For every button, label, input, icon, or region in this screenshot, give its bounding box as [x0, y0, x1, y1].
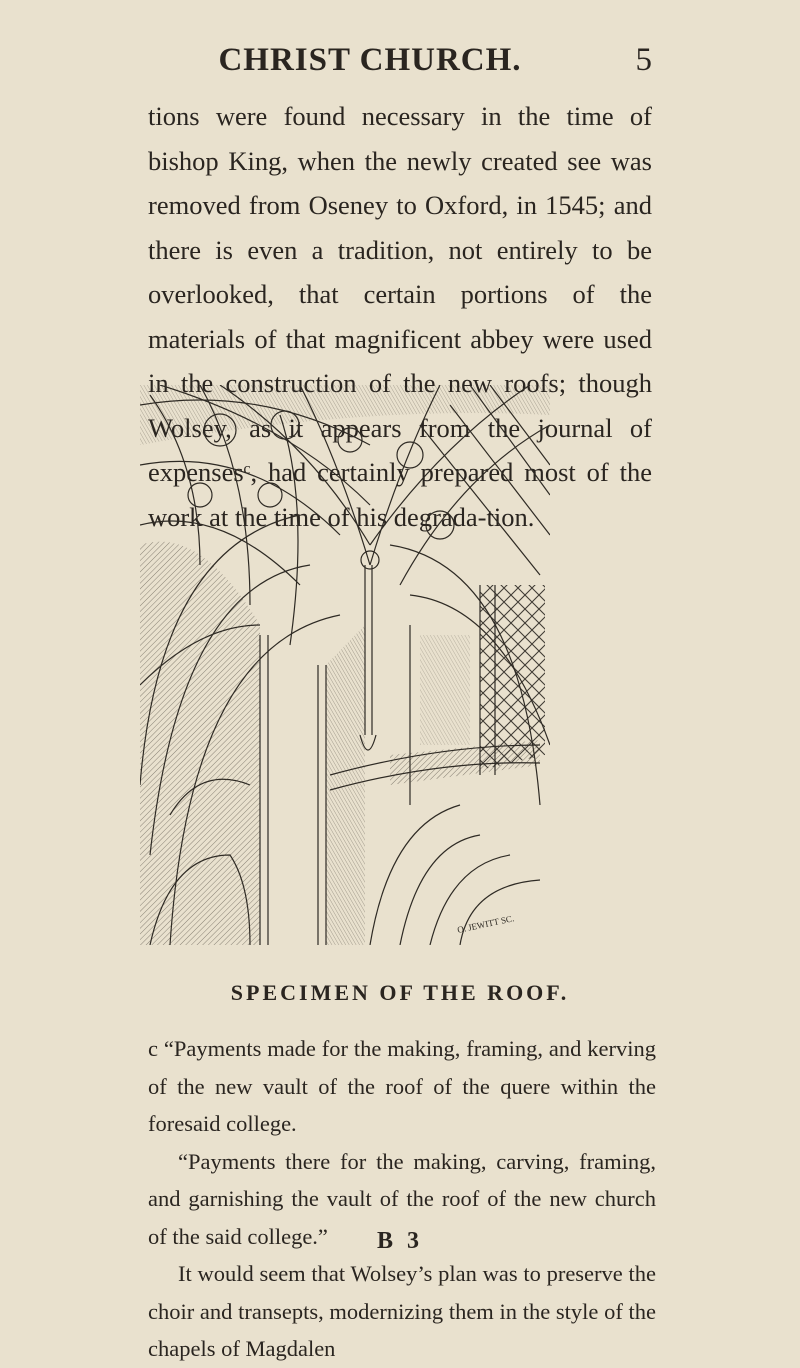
signature-mark: B 3 — [376, 1228, 423, 1254]
figure-caption: SPECIMEN OF THE ROOF. — [230, 980, 570, 1005]
running-header — [0, 40, 800, 86]
footnotes — [148, 1030, 656, 1368]
running-title: CHRIST CHURCH. — [218, 42, 522, 78]
roof-engraving-illustration — [140, 385, 550, 945]
footnote-3: It would seem that Wolsey’s plan was to preserve the choir and transepts, modernizing them in the style of the chapels of Magdalen — [148, 1261, 656, 1361]
body-paragraph: tions were found necessary in the time of bishop King, when the newly created see was removed from Oseney to Oxford, in 1545; and there is even a tradition, not entirely to be overlooked, that certain portions of the materials of that magnificent abbey were used in the construction of the new roofs; though Wolsey, as it appears from the journal of expensesᶜ, had certainly prepared most of the work at the time of his degrada-tion. — [148, 101, 652, 532]
footnote-2: “Payments there for the making, carving, framing, and garnishing the vault of the roof of the new church of the said college.” — [148, 1148, 656, 1249]
engraver-mark: O. JEWITT SC. — [456, 913, 515, 935]
page-number: 5 — [635, 42, 652, 78]
roof-engraving — [140, 385, 550, 945]
footnote-1: c “Payments made for the making, framing, and kerving of the new vault of the roof of the quere within the foresaid college. — [148, 1036, 656, 1136]
